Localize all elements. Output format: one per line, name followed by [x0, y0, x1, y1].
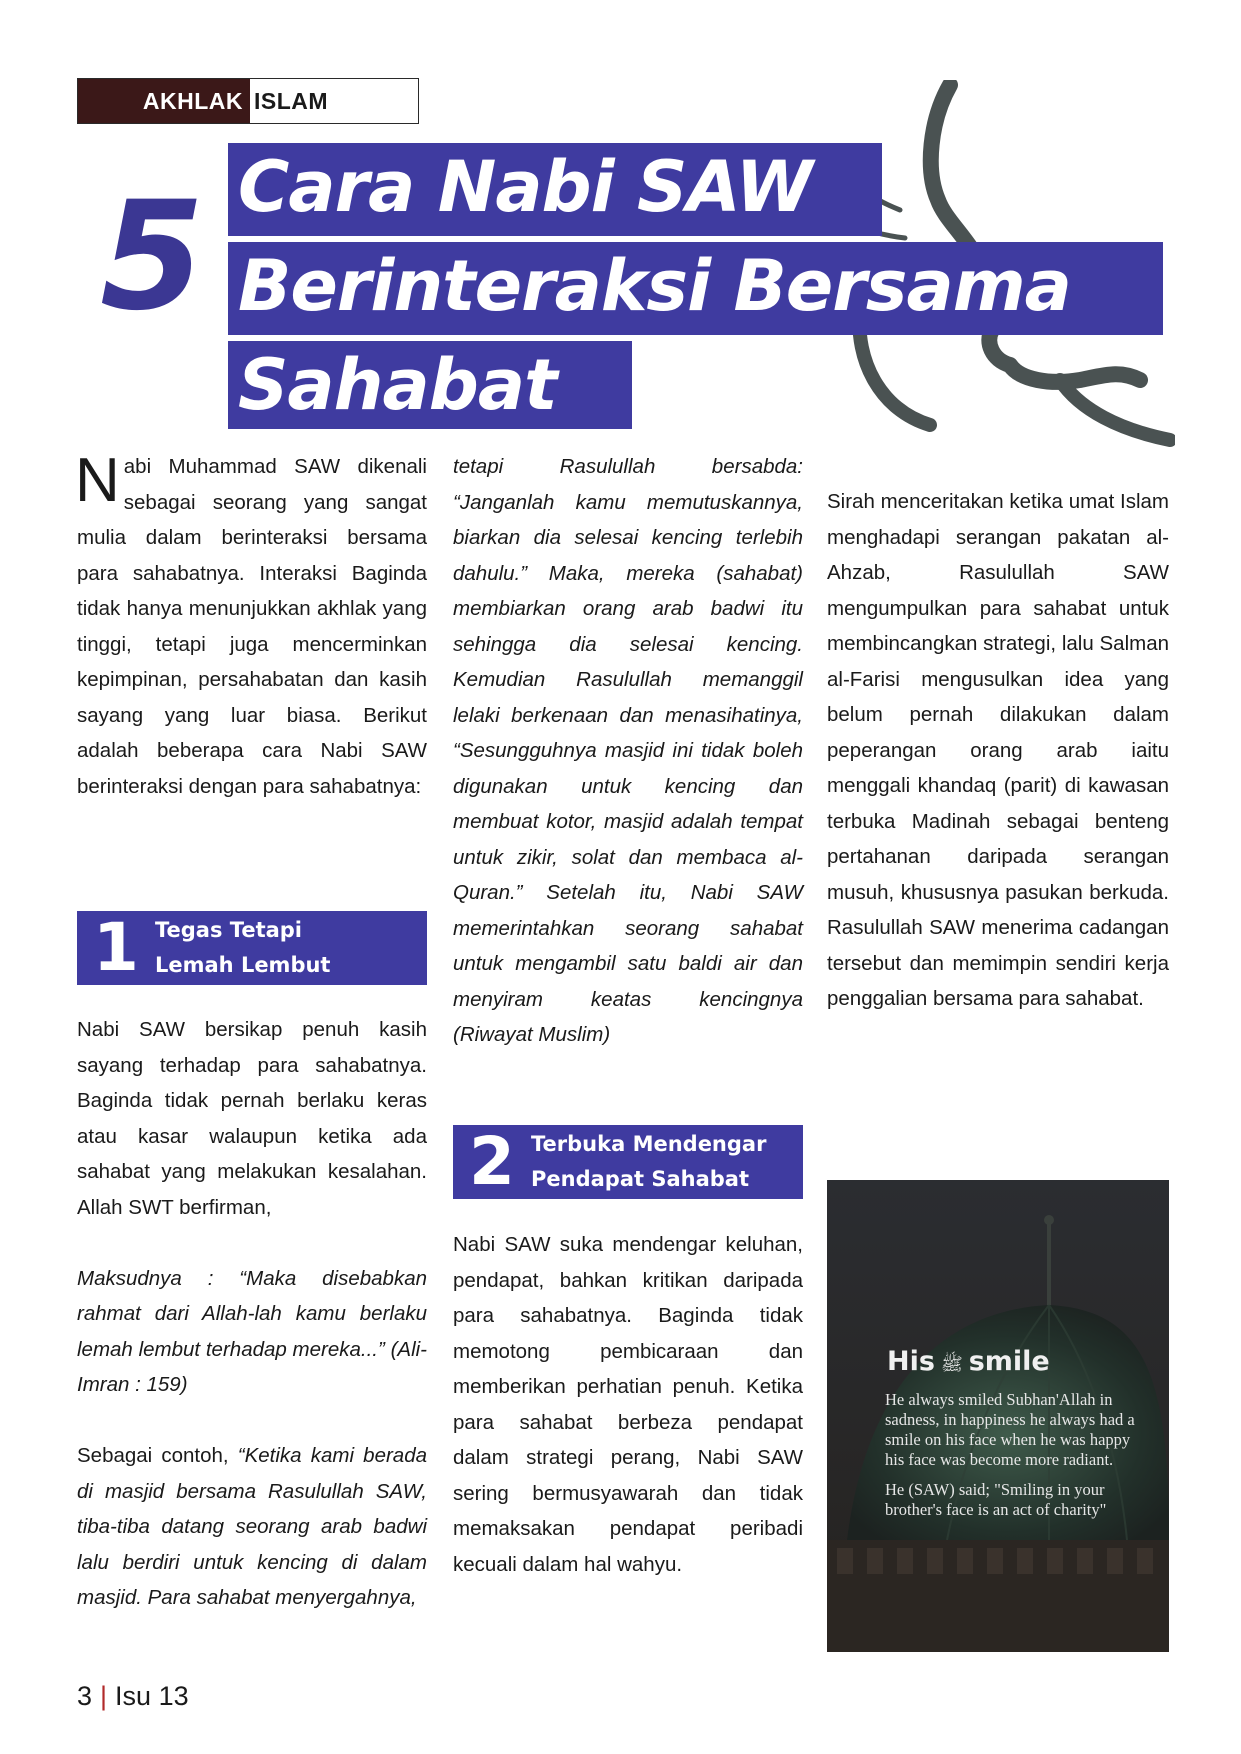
example-hadith-part-2: tetapi Rasulullah bersabda: “Janganlah kamu memutuskannya, biarkan dia selesai kencing terlebih dahulu.” Maka, mereka (sahabat) membiarkan orang arab badwi itu sehingga dia selesai kencing. Kemudian Rasulullah memanggil lelaki berkenaan dan menasihatinya, “Sesungguhnya masjid ini tidak boleh digunakan untuk kencing dan membuat kotor, masjid adalah tempat untuk zikir, solat dan membaca al-Quran.” Setelah itu, Nabi SAW memerintahkan seorang sahabat untuk mengambil satu baldi air dan menyiram keatas kencingnya (Riwayat Muslim) [453, 455, 803, 1046]
section-2-title-line-1: Terbuka Mendengar [531, 1132, 767, 1156]
card-text-2: He (SAW) said; "Smiling in your brother's face is an act of charity" [885, 1480, 1107, 1519]
section-2-title [531, 1127, 766, 1197]
card-text [885, 1390, 1135, 1530]
card-title [887, 1346, 1050, 1379]
title-line-1: Cara Nabi SAW [228, 143, 882, 236]
intro-paragraph [75, 446, 427, 804]
title-line-3: Sahabat [228, 341, 632, 429]
section-1-header [77, 911, 427, 985]
section-2-body [453, 1227, 803, 1582]
section-2-number: 2 [469, 1123, 515, 1200]
section-2-paragraph-2: Sirah menceritakan ketika umat Islam menghadapi serangan pakatan al-Ahzab, Rasulullah SAW mengumpulkan para sahabat untuk membincangkan strategi, lalu Salman al-Farisi mengusulkan idea yang belum pernah dilakukan dalam peperangan orang arab iaitu menggali khandaq (parit) di kawasan terbuka Madinah sebagai benteng pertahanan daripada serangan musuh, khususnya pasukan berkuda. Rasulullah SAW menerima cadangan tersebut dan memimpin sendiri kerja penggalian bersama para sahabat. [827, 490, 1169, 1010]
smile-quote-card [827, 1180, 1169, 1652]
intro-text: abi Muhammad SAW dikenali sebagai seorang yang sangat mulia dalam berinteraksi bersama para sahabatnya. Interaksi Baginda tidak hanya menunjukkan akhlak yang tinggi, tetapi juga mencerminkan kepimpinan, persahabatan dan kasih sayang yang luar biasa. Berikut adalah beberapa cara Nabi SAW berinteraksi dengan para sahabatnya: [77, 455, 427, 798]
category-tag-secondary: ISLAM [254, 87, 329, 114]
section-1-title-line-1: Tegas Tetapi [155, 918, 303, 942]
page-footer [77, 1681, 189, 1712]
category-tag [77, 78, 419, 124]
drop-cap: N [75, 446, 120, 515]
issue-number: Isu 13 [115, 1681, 189, 1711]
page-number: 3 [77, 1681, 93, 1711]
category-tag-primary: AKHLAK [78, 79, 250, 123]
example-hadith-continuation [453, 449, 803, 1053]
title-line-2: Berinteraksi Bersama [228, 242, 1163, 335]
section-1-body [77, 1012, 427, 1616]
card-title-smile: smile [968, 1346, 1050, 1377]
section-1-number: 1 [93, 909, 139, 986]
title-number: 5 [100, 170, 205, 344]
section-2-continued [827, 484, 1169, 1017]
section-1-title [155, 913, 330, 983]
example-paragraph [77, 1438, 427, 1616]
salawat-glyph: ﷺ [940, 1354, 963, 1375]
example-hadith-part-1: “Ketika kami berada di masjid bersama Rasulullah SAW, tiba-tiba datang seorang arab badwi lalu berdiri untuk kencing di dalam masjid. Para sahabat menyergahnya, [77, 1444, 427, 1609]
card-text-1: He always smiled Subhan'Allah in sadness, in happiness he always had a smile on his face when he was happy his face was become more radiant. [885, 1390, 1135, 1469]
quran-quote: Maksudnya : “Maka disebabkan rahmat dari Allah-lah kamu berlaku lemah lembut terhadap mereka...” (Ali-Imran : 159) [77, 1266, 427, 1396]
section-2-title-line-2: Pendapat Sahabat [531, 1167, 749, 1191]
card-title-his: His [887, 1346, 935, 1377]
section-1-title-line-2: Lemah Lembut [155, 953, 331, 977]
section-2-paragraph-1: Nabi SAW suka mendengar keluhan, pendapat, bahkan kritikan daripada para sahabatnya. Baginda tidak memotong pembicaraan dan memberikan perhatian penuh. Ketika para sahabat berbeza pendapat dalam strategi perang, Nabi SAW sering bermusyawarah dan tidak memaksakan pendapat peribadi kecuali dalam hal wahyu. [453, 1233, 803, 1576]
section-2-header [453, 1125, 803, 1199]
footer-divider: | [100, 1681, 108, 1711]
section-1-paragraph: Nabi SAW bersikap penuh kasih sayang terhadap para sahabatnya. Baginda tidak pernah berlaku keras atau kasar walaupun ketika ada sahabat yang melakukan kesalahan. Allah SWT berfirman, [77, 1018, 427, 1219]
example-lead: Sebagai contoh, [77, 1444, 238, 1467]
